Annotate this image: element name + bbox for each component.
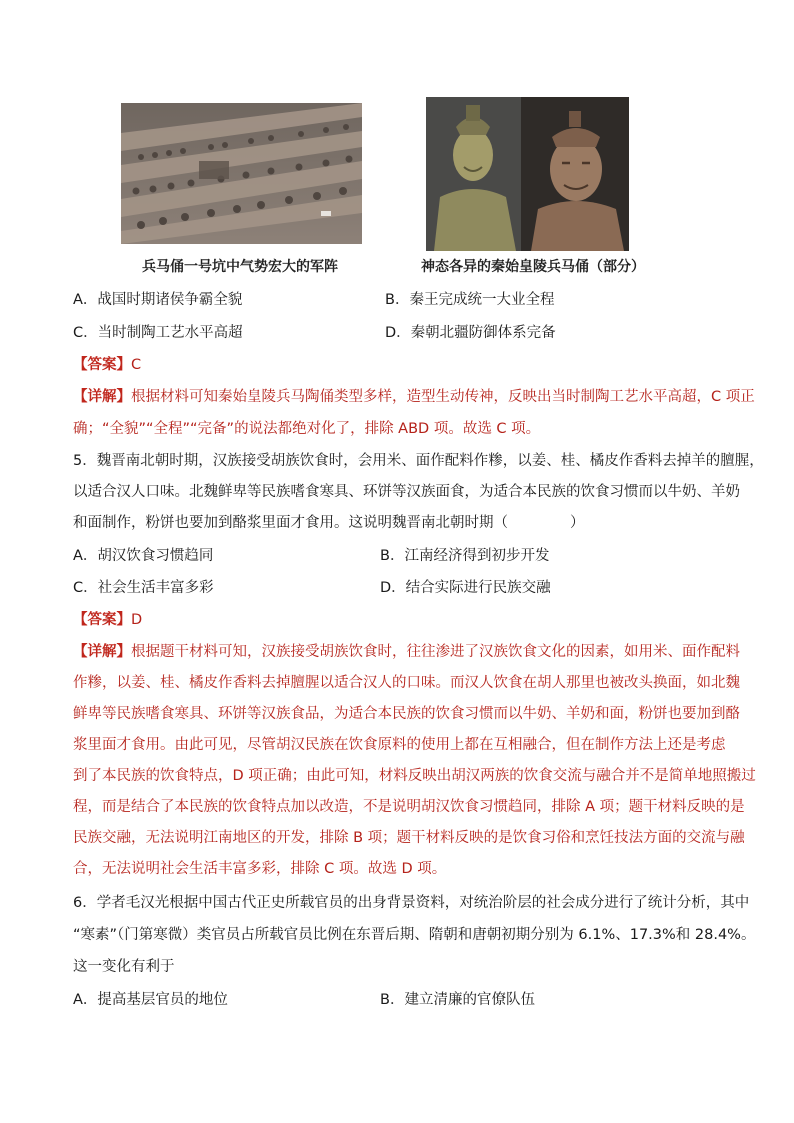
answer-value: D [131,612,143,628]
q6-option-b[interactable]: B．建立清廉的官僚队伍 [380,992,535,1008]
q5-detail-line: 浆里面才食用。由此可见，尽管胡汉民族在饮食原料的使用上都在互相融合，但在制作方法上还是考虑 [73,737,726,753]
q5-option-d[interactable]: D．结合实际进行民族交融 [380,580,551,596]
q4-option-c[interactable]: C．当时制陶工艺水平高超 [73,325,243,341]
q4-option-b[interactable]: B．秦王完成统一大业全程 [385,292,555,308]
q4-detail-line: 确；“全貌”“全程”“完备”的说法都绝对化了，排除 ABD 项。故选 C 项。 [73,421,541,437]
q5-detail-line: 民族交融，无法说明江南地区的开发，排除 B 项；题干材料反映的是饮食习俗和烹饪技法方面的交流与融 [73,830,745,846]
answer-value: C [131,357,142,373]
terracotta-warriors-photo [426,97,629,251]
q6-stem-line: 这一变化有利于 [73,959,175,975]
q5-stem-line: 5．魏晋南北朝时期，汉族接受胡族饮食时，会用米、面作配料作糁，以姜、桂、橘皮作香料去掉羊的膻腥， [73,453,764,469]
q4-option-d[interactable]: D．秦朝北疆防御体系完备 [385,325,556,341]
left-photo-caption: 兵马俑一号坑中气势宏大的军阵 [142,259,338,275]
q5-detail-line: 合，无法说明社会生活丰富多彩，排除 C 项。故选 D 项。 [73,861,447,877]
answer-tag: 【答案】 [73,357,131,373]
q5-answer [73,610,142,630]
right-photo-caption: 神态各异的秦始皇陵兵马俑（部分） [421,259,645,275]
q5-option-c[interactable]: C．社会生活丰富多彩 [73,580,214,596]
q5-stem-line [73,513,585,533]
terracotta-pit-photo [121,103,362,244]
q5-option-b[interactable]: B．江南经济得到初步开发 [380,548,550,564]
q4-answer [73,355,141,375]
q6-option-a[interactable]: A．提高基层官员的地位 [73,992,228,1008]
q4-detail-line [73,387,755,407]
q6-stem-line: 6．学者毛汉光根据中国古代正史所载官员的出身背景资料，对统治阶层的社会成分进行了统计分析，其中 [73,895,750,911]
answer-tag: 【答案】 [73,612,131,628]
detail-tag: 【详解】 [73,389,131,405]
q5-option-a[interactable]: A．胡汉饮食习惯趋同 [73,548,214,564]
q5-detail-line: 程，而是结合了本民族的饮食特点加以改造，不是说明胡汉饮食习惯趋同，排除 A 项；题干材料反映的是 [73,799,745,815]
q5-detail-line [73,642,740,662]
q5-detail-line: 到了本民族的饮食特点，D 项正确；由此可知，材料反映出胡汉两族的饮食交流与融合并不是简单地照搬过 [73,768,756,784]
q5-stem-text: 和面制作，粉饼也要加到酪浆里面才食用。这说明魏晋南北朝时期（ [73,515,508,531]
q5-detail-line: 作糁，以姜、桂、橘皮作香料去掉膻腥以适合汉人的口味。而汉人饮食在胡人那里也被改头换面，如北魏 [73,675,740,691]
q5-detail-line: 鲜卑等民族嗜食寒具、环饼等汉族食品，为适合本民族的饮食习惯而以牛奶、羊奶和面，粉饼也要加到酪 [73,706,740,722]
detail-text: 根据材料可知秦始皇陵兵马陶俑类型多样，造型生动传神，反映出当时制陶工艺水平高超，C 项正 [131,389,755,405]
q5-stem-close: ） [570,515,585,531]
detail-text: 根据题干材料可知，汉族接受胡族饮食时，往往渗进了汉族饮食文化的因素，如用米、面作配料 [131,644,740,660]
q5-stem-line: 以适合汉人口味。北魏鲜卑等民族嗜食寒具、环饼等汉族面食，为适合本民族的饮食习惯而以牛奶、羊奶 [73,484,740,500]
detail-tag: 【详解】 [73,644,131,660]
q6-stem-line: “寒素”（门第寒微）类官员占所载官员比例在东晋后期、隋朝和唐朝初期分别为 6.1%、17.3%和 28.4%。 [73,927,756,943]
q4-option-a[interactable]: A．战国时期诸侯争霸全貌 [73,292,243,308]
